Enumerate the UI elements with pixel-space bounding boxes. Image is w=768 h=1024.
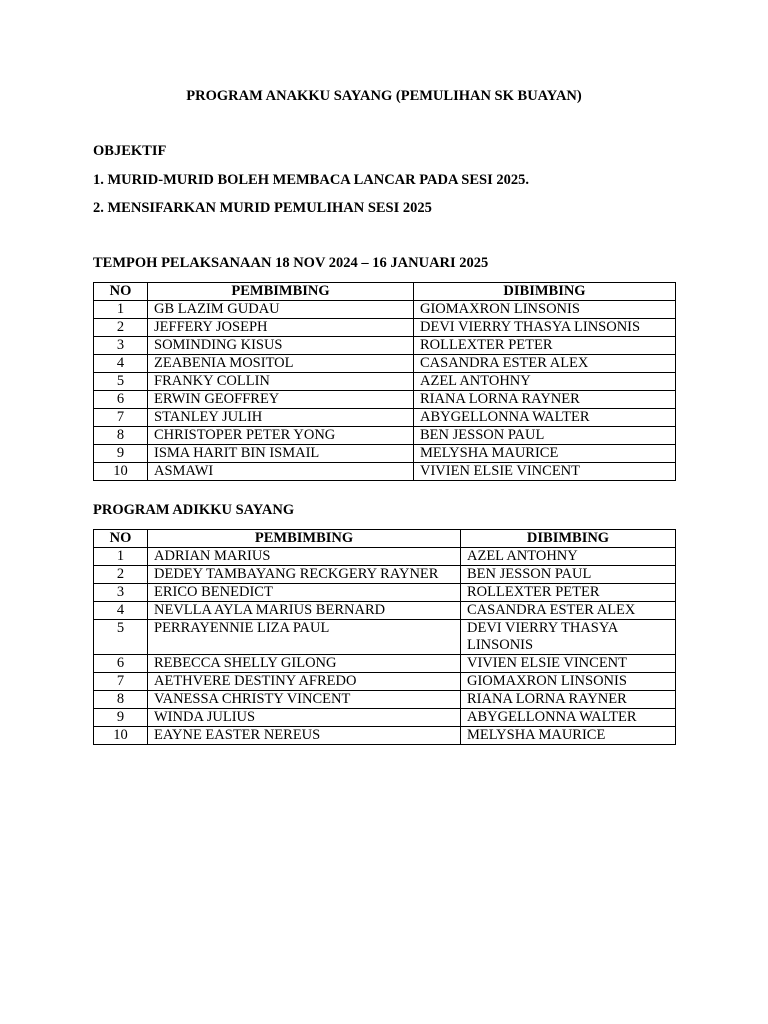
cell-no: 8 xyxy=(94,427,148,445)
cell-no: 1 xyxy=(94,301,148,319)
cell-pembimbing: ISMA HARIT BIN ISMAIL xyxy=(148,445,414,463)
table-row xyxy=(94,566,676,584)
cell-no: 8 xyxy=(94,691,148,709)
cell-dibimbing: GIOMAXRON LINSONIS xyxy=(461,673,676,691)
cell-pembimbing: STANLEY JULIH xyxy=(148,409,414,427)
table-row xyxy=(94,602,676,620)
cell-no: 10 xyxy=(94,463,148,481)
table-row xyxy=(94,391,676,409)
cell-pembimbing: ERICO BENEDICT xyxy=(148,584,461,602)
cell-pembimbing: ADRIAN MARIUS xyxy=(148,548,461,566)
cell-no: 2 xyxy=(94,566,148,584)
cell-dibimbing: AZEL ANTOHNY xyxy=(414,373,676,391)
cell-pembimbing: JEFFERY JOSEPH xyxy=(148,319,414,337)
cell-dibimbing: MELYSHA MAURICE xyxy=(414,445,676,463)
cell-no: 2 xyxy=(94,319,148,337)
cell-pembimbing: EAYNE EASTER NEREUS xyxy=(148,727,461,745)
header-no: NO xyxy=(94,283,148,301)
table-row xyxy=(94,463,676,481)
objektif-item: 2. MENSIFARKAN MURID PEMULIHAN SESI 2025 xyxy=(93,200,432,216)
cell-no: 10 xyxy=(94,727,148,745)
cell-no: 7 xyxy=(94,409,148,427)
cell-dibimbing: ABYGELLONNA WALTER xyxy=(414,409,676,427)
cell-pembimbing: DEDEY TAMBAYANG RECKGERY RAYNER xyxy=(148,566,461,584)
cell-pembimbing: REBECCA SHELLY GILONG xyxy=(148,655,461,673)
table-row xyxy=(94,584,676,602)
table-row xyxy=(94,691,676,709)
table-row xyxy=(94,727,676,745)
cell-pembimbing: SOMINDING KISUS xyxy=(148,337,414,355)
cell-dibimbing: GIOMAXRON LINSONIS xyxy=(414,301,676,319)
cell-dibimbing: DEVI VIERRY THASYA LINSONIS xyxy=(414,319,676,337)
cell-dibimbing: BEN JESSON PAUL xyxy=(461,566,676,584)
cell-pembimbing: NEVLLA AYLA MARIUS BERNARD xyxy=(148,602,461,620)
table-row xyxy=(94,373,676,391)
table-row xyxy=(94,337,676,355)
cell-no: 9 xyxy=(94,709,148,727)
cell-no: 4 xyxy=(94,602,148,620)
cell-pembimbing: CHRISTOPER PETER YONG xyxy=(148,427,414,445)
cell-dibimbing: BEN JESSON PAUL xyxy=(414,427,676,445)
table-header-row xyxy=(94,283,676,301)
cell-pembimbing: AETHVERE DESTINY AFREDO xyxy=(148,673,461,691)
cell-dibimbing: CASANDRA ESTER ALEX xyxy=(414,355,676,373)
cell-no: 5 xyxy=(94,620,148,655)
cell-dibimbing: MELYSHA MAURICE xyxy=(461,727,676,745)
cell-pembimbing: PERRAYENNIE LIZA PAUL xyxy=(148,620,461,655)
objektif-heading: OBJEKTIF xyxy=(93,143,167,159)
cell-no: 1 xyxy=(94,548,148,566)
cell-dibimbing: RIANA LORNA RAYNER xyxy=(461,691,676,709)
cell-no: 3 xyxy=(94,584,148,602)
tempoh-pelaksanaan: TEMPOH PELAKSANAAN 18 NOV 2024 – 16 JANUARI 2025 xyxy=(93,255,489,271)
table-row xyxy=(94,355,676,373)
header-no: NO xyxy=(94,530,148,548)
table-row xyxy=(94,319,676,337)
cell-no: 7 xyxy=(94,673,148,691)
table-anakku-sayang xyxy=(93,282,676,481)
cell-dibimbing: VIVIEN ELSIE VINCENT xyxy=(414,463,676,481)
table-row xyxy=(94,548,676,566)
header-pembimbing: PEMBIMBING xyxy=(148,530,461,548)
cell-dibimbing: CASANDRA ESTER ALEX xyxy=(461,602,676,620)
cell-pembimbing: WINDA JULIUS xyxy=(148,709,461,727)
header-pembimbing: PEMBIMBING xyxy=(148,283,414,301)
table-row xyxy=(94,427,676,445)
cell-no: 3 xyxy=(94,337,148,355)
cell-dibimbing: RIANA LORNA RAYNER xyxy=(414,391,676,409)
table-row xyxy=(94,445,676,463)
cell-pembimbing: FRANKY COLLIN xyxy=(148,373,414,391)
cell-pembimbing: GB LAZIM GUDAU xyxy=(148,301,414,319)
cell-pembimbing: ZEABENIA MOSITOL xyxy=(148,355,414,373)
adikku-heading: PROGRAM ADIKKU SAYANG xyxy=(93,502,295,518)
cell-dibimbing: DEVI VIERRY THASYA LINSONIS xyxy=(461,620,676,655)
cell-pembimbing: ASMAWI xyxy=(148,463,414,481)
cell-dibimbing: ROLLEXTER PETER xyxy=(461,584,676,602)
header-dibimbing: DIBIMBING xyxy=(414,283,676,301)
cell-dibimbing: ABYGELLONNA WALTER xyxy=(461,709,676,727)
table-row xyxy=(94,709,676,727)
table-header-row xyxy=(94,530,676,548)
cell-pembimbing: VANESSA CHRISTY VINCENT xyxy=(148,691,461,709)
table-row xyxy=(94,301,676,319)
cell-no: 6 xyxy=(94,655,148,673)
document-title: PROGRAM ANAKKU SAYANG (PEMULIHAN SK BUAYAN) xyxy=(186,88,582,104)
cell-dibimbing: ROLLEXTER PETER xyxy=(414,337,676,355)
table-adikku-sayang xyxy=(93,529,676,745)
cell-dibimbing: VIVIEN ELSIE VINCENT xyxy=(461,655,676,673)
cell-no: 6 xyxy=(94,391,148,409)
cell-dibimbing: AZEL ANTOHNY xyxy=(461,548,676,566)
table-row xyxy=(94,409,676,427)
cell-pembimbing: ERWIN GEOFFREY xyxy=(148,391,414,409)
table-row xyxy=(94,673,676,691)
cell-no: 4 xyxy=(94,355,148,373)
objektif-item: 1. MURID-MURID BOLEH MEMBACA LANCAR PADA SESI 2025. xyxy=(93,172,529,188)
table-row xyxy=(94,655,676,673)
table-row xyxy=(94,620,676,655)
header-dibimbing: DIBIMBING xyxy=(461,530,676,548)
cell-no: 5 xyxy=(94,373,148,391)
cell-no: 9 xyxy=(94,445,148,463)
